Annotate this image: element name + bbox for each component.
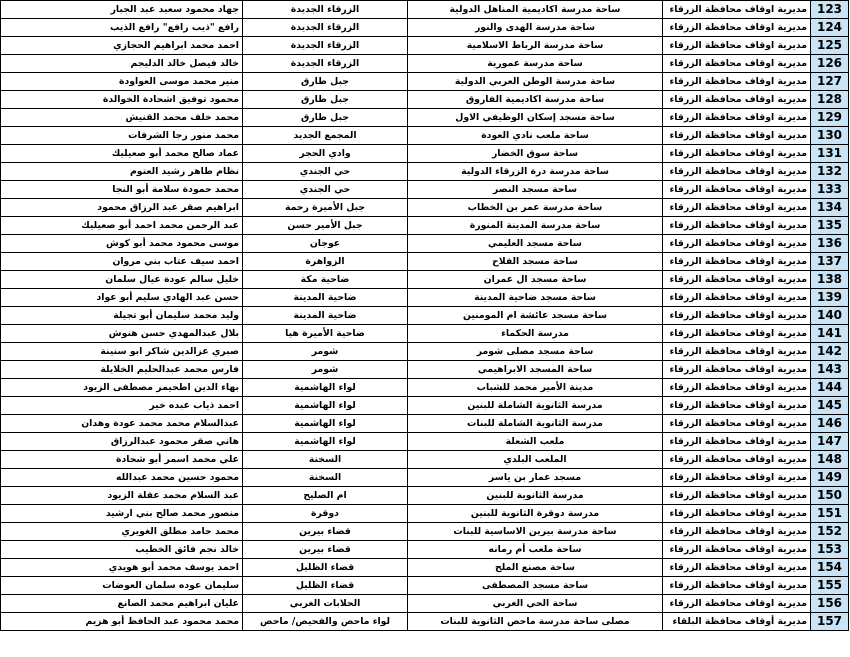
- directorate-cell: مديرية اوقاف محافظة الزرقاء: [663, 235, 811, 253]
- directorate-cell: مديرية اوقاف محافظة الزرقاء: [663, 1, 811, 19]
- table-row: [1, 181, 849, 199]
- imam-name-cell: احمد سيف عتاب بني مروان: [1, 253, 243, 271]
- row-number-cell: 132: [811, 163, 849, 181]
- area-cell: جبل الأميرة رحمة: [243, 199, 408, 217]
- prayer-site-cell: ساحة المسجد الابراهيمي: [408, 361, 663, 379]
- prayer-site-cell: ساحة مدرسة درة الزرقاء الدولية: [408, 163, 663, 181]
- table-row: [1, 1, 849, 19]
- prayer-site-cell: مدرسة دوقرة الثانوية للبنين: [408, 505, 663, 523]
- directorate-cell: مديرية اوقاف محافظة الزرقاء: [663, 271, 811, 289]
- table-row: [1, 379, 849, 397]
- area-cell: قضاء الظليل: [243, 577, 408, 595]
- area-cell: شومر: [243, 343, 408, 361]
- imam-name-cell: عليان ابراهيم محمد الصانع: [1, 595, 243, 613]
- table-row: [1, 343, 849, 361]
- directorate-cell: مديرية اوقاف محافظة الزرقاء: [663, 109, 811, 127]
- imam-name-cell: جهاد محمود سعيد عبد الجبار: [1, 1, 243, 19]
- table-row: [1, 307, 849, 325]
- table-row: [1, 37, 849, 55]
- directorate-cell: مديرية اوقاف محافظة الزرقاء: [663, 541, 811, 559]
- directorate-cell: مديرية اوقاف محافظة الزرقاء: [663, 577, 811, 595]
- prayer-site-cell: ملعب الشعلة: [408, 433, 663, 451]
- table-row: [1, 433, 849, 451]
- row-number-cell: 140: [811, 307, 849, 325]
- prayer-site-cell: مدرسة الثانوية الشاملة للبنات: [408, 415, 663, 433]
- directorate-cell: مديرية اوقاف محافظة الزرقاء: [663, 523, 811, 541]
- area-cell: ضاحية مكة: [243, 271, 408, 289]
- imam-name-cell: علي محمد اسمر أبو شحادة: [1, 451, 243, 469]
- table-row: [1, 217, 849, 235]
- prayer-site-cell: ساحة مسجد المصطفى: [408, 577, 663, 595]
- imam-name-cell: فارس محمد عبدالحليم الخلايلة: [1, 361, 243, 379]
- imam-name-cell: حسن عبد الهادي سليم أبو عواد: [1, 289, 243, 307]
- directorate-cell: مديرية اوقاف محافظة الزرقاء: [663, 433, 811, 451]
- imam-name-cell: عبد السلام محمد عقلة الزيود: [1, 487, 243, 505]
- table-row: [1, 235, 849, 253]
- prayer-site-cell: ساحة مسجد ضاحية المدينة: [408, 289, 663, 307]
- prayer-site-cell: ساحة مصنع الملح: [408, 559, 663, 577]
- imam-name-cell: موسى محمود محمد أبو كوش: [1, 235, 243, 253]
- table-row: [1, 325, 849, 343]
- prayer-site-cell: ساحة مسجد الفلاح: [408, 253, 663, 271]
- table-row: [1, 199, 849, 217]
- directorate-cell: مديرية اوقاف محافظة الزرقاء: [663, 487, 811, 505]
- directorate-cell: مديرية اوقاف محافظة الزرقاء: [663, 55, 811, 73]
- area-cell: الزرقاء الجديدة: [243, 55, 408, 73]
- prayer-site-cell: مدرسة الثانوية للبنين: [408, 487, 663, 505]
- table-row: [1, 73, 849, 91]
- table-row: [1, 613, 849, 631]
- row-number-cell: 143: [811, 361, 849, 379]
- row-number-cell: 136: [811, 235, 849, 253]
- imam-name-cell: منصور محمد صالح بني ارشيد: [1, 505, 243, 523]
- imam-name-cell: خليل سالم عودة عيال سلمان: [1, 271, 243, 289]
- prayer-site-cell: مدرسة الحكماء: [408, 325, 663, 343]
- row-number-cell: 135: [811, 217, 849, 235]
- row-number-cell: 146: [811, 415, 849, 433]
- row-number-cell: 131: [811, 145, 849, 163]
- row-number-cell: 150: [811, 487, 849, 505]
- prayer-site-cell: مصلى ساحة مدرسة ماحص الثانوية للبنات: [408, 613, 663, 631]
- table-body: [1, 1, 849, 631]
- table-row: [1, 145, 849, 163]
- directorate-cell: مديرية اوقاف محافظة الزرقاء: [663, 217, 811, 235]
- table-row: [1, 19, 849, 37]
- row-number-cell: 137: [811, 253, 849, 271]
- directorate-cell: مديرية أوقاف محافظة البلقاء: [663, 613, 811, 631]
- directorate-cell: مديرية اوقاف محافظة الزرقاء: [663, 181, 811, 199]
- imam-name-cell: وليد محمد سليمان أبو تجيلة: [1, 307, 243, 325]
- imam-name-cell: خالد فيصل خالد الدليجم: [1, 55, 243, 73]
- directorate-cell: مديرية اوقاف محافظة الزرقاء: [663, 145, 811, 163]
- area-cell: لواء ماحص والفحيص/ ماحص: [243, 613, 408, 631]
- prayer-site-cell: ساحة مسجد عائشة ام المومنين: [408, 307, 663, 325]
- area-cell: السخنة: [243, 451, 408, 469]
- row-number-cell: 151: [811, 505, 849, 523]
- table-row: [1, 361, 849, 379]
- directorate-cell: مديرية اوقاف محافظة الزرقاء: [663, 307, 811, 325]
- prayer-site-cell: ساحة مسجد النصر: [408, 181, 663, 199]
- directorate-cell: مديرية اوقاف محافظة الزرقاء: [663, 379, 811, 397]
- row-number-cell: 125: [811, 37, 849, 55]
- table-row: [1, 109, 849, 127]
- imam-name-cell: خالد نجم فائق الخطيب: [1, 541, 243, 559]
- prayer-site-cell: مدرسة الثانوية الشاملة للبنين: [408, 397, 663, 415]
- row-number-cell: 149: [811, 469, 849, 487]
- area-cell: ضاحية الأميرة هيا: [243, 325, 408, 343]
- prayer-site-cell: ساحة مدرسة المدينة المنورة: [408, 217, 663, 235]
- row-number-cell: 157: [811, 613, 849, 631]
- row-number-cell: 134: [811, 199, 849, 217]
- area-cell: السخنة: [243, 469, 408, 487]
- imam-name-cell: احمد محمد ابراهيم الحجازي: [1, 37, 243, 55]
- table-row: [1, 469, 849, 487]
- directorate-cell: مديرية اوقاف محافظة الزرقاء: [663, 415, 811, 433]
- area-cell: قضاء الظليل: [243, 559, 408, 577]
- prayer-site-cell: ساحة ملعب أم رمانه: [408, 541, 663, 559]
- area-cell: لواء الهاشمية: [243, 415, 408, 433]
- row-number-cell: 129: [811, 109, 849, 127]
- area-cell: حي الجندي: [243, 181, 408, 199]
- imam-name-cell: صبري عزالدين شاكر ابو سنينة: [1, 343, 243, 361]
- imam-name-cell: بهاء الدين اطحيمر مصطفى الزيود: [1, 379, 243, 397]
- prayer-site-cell: ساحة الحي الغربي: [408, 595, 663, 613]
- imam-name-cell: محمود حسين محمد عبدالله: [1, 469, 243, 487]
- directorate-cell: مديرية اوقاف محافظة الزرقاء: [663, 451, 811, 469]
- table-row: [1, 397, 849, 415]
- prayer-site-cell: ساحة مدرسة الرباط الاسلامية: [408, 37, 663, 55]
- table-row: [1, 289, 849, 307]
- area-cell: ضاحية المدينة: [243, 289, 408, 307]
- area-cell: المجمع الجديد: [243, 127, 408, 145]
- area-cell: قضاء بيرين: [243, 541, 408, 559]
- area-cell: جبل طارق: [243, 91, 408, 109]
- row-number-cell: 155: [811, 577, 849, 595]
- directorate-cell: مديرية اوقاف محافظة الزرقاء: [663, 361, 811, 379]
- row-number-cell: 139: [811, 289, 849, 307]
- imam-name-cell: منير محمد موسى العواودة: [1, 73, 243, 91]
- area-cell: وادي الحجر: [243, 145, 408, 163]
- area-cell: لواء الهاشمية: [243, 379, 408, 397]
- directorate-cell: مديرية اوقاف محافظة الزرقاء: [663, 199, 811, 217]
- directorate-cell: مديرية اوقاف محافظة الزرقاء: [663, 73, 811, 91]
- imam-name-cell: محمد محمود عبد الحافظ أبو هزيم: [1, 613, 243, 631]
- prayer-site-cell: ساحة سوق الخضار: [408, 145, 663, 163]
- imam-name-cell: محمد حمودة سلامة أبو النجا: [1, 181, 243, 199]
- prayer-site-cell: ساحة مدرسة عمر بن الخطاب: [408, 199, 663, 217]
- area-cell: الزواهرة: [243, 253, 408, 271]
- directorate-cell: مديرية اوقاف محافظة الزرقاء: [663, 469, 811, 487]
- prayer-site-cell: مدينة الأمير محمد للشباب: [408, 379, 663, 397]
- directorate-cell: مديرية اوقاف محافظة الزرقاء: [663, 289, 811, 307]
- table-row: [1, 271, 849, 289]
- imam-name-cell: سليمان عوده سلمان العوضات: [1, 577, 243, 595]
- row-number-cell: 130: [811, 127, 849, 145]
- row-number-cell: 123: [811, 1, 849, 19]
- area-cell: شومر: [243, 361, 408, 379]
- row-number-cell: 141: [811, 325, 849, 343]
- directorate-cell: مديرية اوقاف محافظة الزرقاء: [663, 19, 811, 37]
- row-number-cell: 126: [811, 55, 849, 73]
- table-row: [1, 451, 849, 469]
- directorate-cell: مديرية اوقاف محافظة الزرقاء: [663, 127, 811, 145]
- imam-name-cell: ابراهيم صقر عبد الرزاق محمود: [1, 199, 243, 217]
- directorate-cell: مديرية اوقاف محافظة الزرقاء: [663, 325, 811, 343]
- area-cell: الزرقاء الجديدة: [243, 1, 408, 19]
- row-number-cell: 144: [811, 379, 849, 397]
- directorate-cell: مديرية اوقاف محافظة الزرقاء: [663, 163, 811, 181]
- prayer-site-cell: ساحة مدرسة بيرين الاساسية للبنات: [408, 523, 663, 541]
- directorate-cell: مديرية اوقاف محافظة الزرقاء: [663, 91, 811, 109]
- area-cell: عوجان: [243, 235, 408, 253]
- prayer-site-cell: ساحة ملعب نادي العودة: [408, 127, 663, 145]
- row-number-cell: 133: [811, 181, 849, 199]
- row-number-cell: 127: [811, 73, 849, 91]
- area-cell: ضاحية المدينة: [243, 307, 408, 325]
- area-cell: ام الصليح: [243, 487, 408, 505]
- imam-name-cell: رافع "ذيب رافع" رافع الذيب: [1, 19, 243, 37]
- directorate-cell: مديرية اوقاف محافظة الزرقاء: [663, 505, 811, 523]
- area-cell: الزرقاء الجديدة: [243, 19, 408, 37]
- row-number-cell: 128: [811, 91, 849, 109]
- directorate-cell: مديرية اوقاف محافظة الزرقاء: [663, 559, 811, 577]
- directorate-cell: مديرية اوقاف محافظة الزرقاء: [663, 253, 811, 271]
- prayer-site-cell: ساحة مسجد العليمي: [408, 235, 663, 253]
- row-number-cell: 124: [811, 19, 849, 37]
- table-row: [1, 595, 849, 613]
- row-number-cell: 154: [811, 559, 849, 577]
- directorate-cell: مديرية اوقاف محافظة الزرقاء: [663, 343, 811, 361]
- prayer-site-cell: ساحة مسجد إسكان الوظيفي الاول: [408, 109, 663, 127]
- imam-name-cell: عماد صالح محمد أبو صعيليك: [1, 145, 243, 163]
- table-row: [1, 523, 849, 541]
- table-row: [1, 91, 849, 109]
- area-cell: الزرقاء الجديدة: [243, 37, 408, 55]
- table-row: [1, 55, 849, 73]
- row-number-cell: 148: [811, 451, 849, 469]
- table-row: [1, 487, 849, 505]
- area-cell: لواء الهاشمية: [243, 397, 408, 415]
- directorate-cell: مديرية اوقاف محافظة الزرقاء: [663, 37, 811, 55]
- table-row: [1, 253, 849, 271]
- prayer-site-cell: مسجد عمار بن ياسر: [408, 469, 663, 487]
- table-row: [1, 577, 849, 595]
- row-number-cell: 152: [811, 523, 849, 541]
- prayer-site-cell: ساحة مدرسة الوطن العربي الدولية: [408, 73, 663, 91]
- area-cell: قضاء بيرين: [243, 523, 408, 541]
- imam-name-cell: عبدالسلام محمد محمد عودة وهدان: [1, 415, 243, 433]
- directorate-cell: مديرية اوقاف محافظة الزرقاء: [663, 595, 811, 613]
- area-cell: الحلابات الغربي: [243, 595, 408, 613]
- table-row: [1, 505, 849, 523]
- imam-name-cell: بلال عبدالمهدي حسن هنوش: [1, 325, 243, 343]
- row-number-cell: 145: [811, 397, 849, 415]
- row-number-cell: 147: [811, 433, 849, 451]
- row-number-cell: 153: [811, 541, 849, 559]
- directorate-cell: مديرية اوقاف محافظة الزرقاء: [663, 397, 811, 415]
- area-cell: جبل طارق: [243, 109, 408, 127]
- prayer-site-cell: الملعب البلدي: [408, 451, 663, 469]
- imam-name-cell: محمد حامد مطلق الغويري: [1, 523, 243, 541]
- imam-name-cell: هاني صقر محمود عبدالرزاق: [1, 433, 243, 451]
- prayer-site-cell: ساحة مسجد مصلى شومر: [408, 343, 663, 361]
- table-row: [1, 541, 849, 559]
- area-cell: جبل طارق: [243, 73, 408, 91]
- imam-name-cell: محمود توفيق اشحادة الخوالدة: [1, 91, 243, 109]
- row-number-cell: 138: [811, 271, 849, 289]
- imam-name-cell: نظام طاهر رشيد العتوم: [1, 163, 243, 181]
- imam-name-cell: عبد الرحمن محمد احمد أبو صعيليك: [1, 217, 243, 235]
- area-cell: حي الجندي: [243, 163, 408, 181]
- area-cell: جبل الأمير حسن: [243, 217, 408, 235]
- prayer-site-cell: ساحة مدرسة اكاديمية المناهل الدولية: [408, 1, 663, 19]
- table-row: [1, 559, 849, 577]
- prayer-site-cell: ساحة مدرسة عمورية: [408, 55, 663, 73]
- table-row: [1, 415, 849, 433]
- area-cell: لواء الهاشمية: [243, 433, 408, 451]
- table-row: [1, 127, 849, 145]
- prayer-site-cell: ساحة مسجد ال عمران: [408, 271, 663, 289]
- table-row: [1, 163, 849, 181]
- imam-name-cell: محمد منور رجا الشرفات: [1, 127, 243, 145]
- row-number-cell: 142: [811, 343, 849, 361]
- imam-name-cell: محمد خلف محمد القنيش: [1, 109, 243, 127]
- imam-name-cell: احمد يوسف محمد أبو هويدي: [1, 559, 243, 577]
- area-cell: دوقرة: [243, 505, 408, 523]
- prayer-site-cell: ساحة مدرسة اكاديمية الفاروق: [408, 91, 663, 109]
- prayer-site-cell: ساحة مدرسة الهدى والنور: [408, 19, 663, 37]
- imam-name-cell: احمد ذياب عبده خير: [1, 397, 243, 415]
- row-number-cell: 156: [811, 595, 849, 613]
